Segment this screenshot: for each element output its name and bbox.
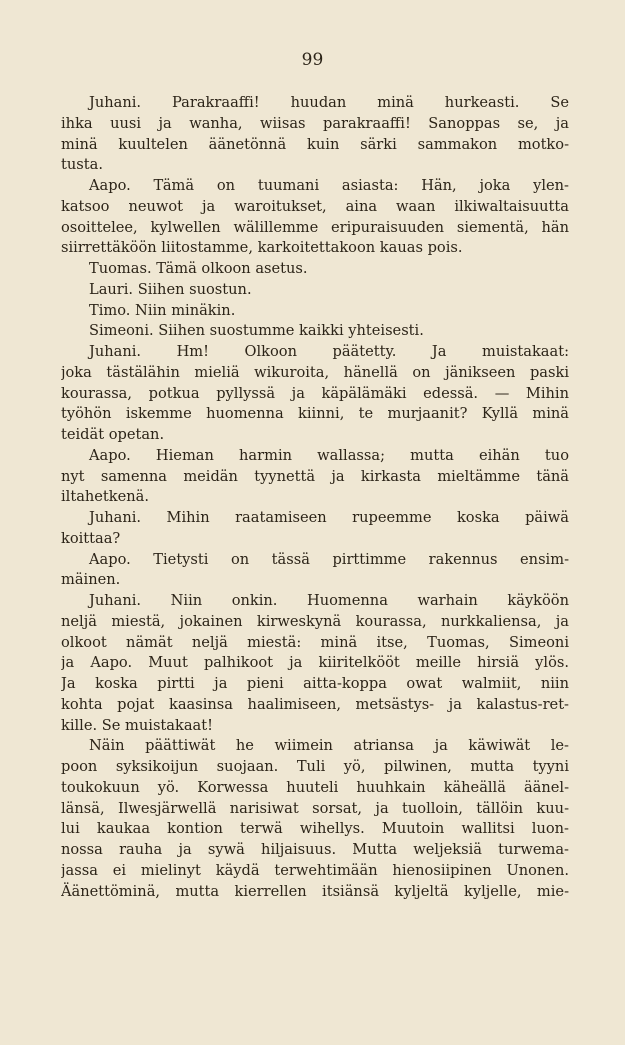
text-line: Aapo. Tämä on tuumani asiasta: Hän, joka ylen- xyxy=(89,177,569,194)
text-line: Timo. Niin minäkin. xyxy=(89,301,236,319)
body-text xyxy=(61,93,569,902)
text-line: kille. Se muistakaat! xyxy=(61,716,213,734)
text-line: Tuomas. Tämä olkoon asetus. xyxy=(89,260,308,277)
text-line: kohta pojat kaasinsa haalimiseen, metsästys- ja kalastus-ret- xyxy=(61,695,569,713)
text-line: katsoo neuwot ja waroitukset, aina waan ilkiwaltaisuutta xyxy=(61,197,569,215)
text-line: kourassa, potkua pyllyssä ja käpälämäki edessä. — Mihin xyxy=(61,384,569,402)
text-line: ja Aapo. Muut palhikoot ja kiiritelkööt meille hirsiä ylös. xyxy=(61,654,569,672)
text-line: nyt samenna meidän tyynettä ja kirkasta mieltämme tänä xyxy=(61,467,569,485)
text-line: työhön iskemme huomenna kiinni, te murjaanit? Kyllä minä xyxy=(61,405,569,423)
text-line: teidät opetan. xyxy=(61,426,165,443)
text-line: iltahetkenä. xyxy=(61,488,150,506)
text-line: toukokuun yö. Korwessa huuteli huuhkain käheällä äänel- xyxy=(61,778,569,796)
text-line: jassa ei mielinyt käydä terwehtimään hienosiipinen Unonen. xyxy=(61,861,569,879)
text-line: länsä, Ilwesjärwellä narisiwat sorsat, ja tuolloin, tällöin kuu- xyxy=(61,799,569,817)
text-line: Simeoni. Siihen suostumme kaikki yhteisesti. xyxy=(89,322,424,340)
text-line: mäinen. xyxy=(61,571,121,589)
text-line: Juhani. Niin onkin. Huomenna warhain käyköön xyxy=(89,592,569,609)
text-line: Äänettöminä, mutta kierrellen itsiänsä kyljeltä kyljelle, mie- xyxy=(61,882,569,900)
text-line: Juhani. Parakraaffi! huudan minä hurkeasti. Se xyxy=(89,94,569,111)
text-line: Aapo. Hieman harmin wallassa; mutta eihän tuo xyxy=(89,446,569,464)
text-line: Juhani. Hm! Olkoon päätetty. Ja muistakaat: xyxy=(89,343,569,360)
text-line: siirrettäköön liitostamme, karkoitettakoon kauas pois. xyxy=(61,239,463,257)
text-line: Näin päättiwät he wiimein atriansa ja käwiwät le- xyxy=(89,737,569,755)
text-line: neljä miestä, jokainen kirweskynä kourassa, nurkkaliensa, ja xyxy=(61,612,569,630)
text-line: joka tästälähin mieliä wikuroita, hänellä on jänikseen paski xyxy=(61,363,569,381)
text-line: olkoot nämät neljä miestä: minä itse, Tuomas, Simeoni xyxy=(61,633,569,651)
text-line: ihka uusi ja wanha, wiisas parakraaffi! Sanoppas se, ja xyxy=(61,114,569,132)
page-number: 99 xyxy=(301,50,324,70)
text-line: tusta. xyxy=(61,156,103,174)
text-line: lui kaukaa kontion terwä wihellys. Muutoin wallitsi luon- xyxy=(61,820,569,838)
text-line: osoittelee, kylwellen wälillemme eripuraisuuden siementä, hän xyxy=(61,218,569,236)
text-line: nossa rauha ja sywä hiljaisuus. Mutta weljeksiä turwema- xyxy=(61,841,569,858)
text-line: Aapo. Tietysti on tässä pirttimme rakennus ensim- xyxy=(89,550,569,568)
text-line: koittaa? xyxy=(61,529,121,547)
text-line: poon syksikoijun suojaan. Tuli yö, pilwinen, mutta tyyni xyxy=(61,758,569,775)
text-line: minä kuultelen äänetönnä kuin särki sammakon motko- xyxy=(61,135,569,153)
text-line: Ja koska pirtti ja pieni aitta-koppa owat walmiit, niin xyxy=(61,675,569,692)
text-line: Juhani. Mihin raatamiseen rupeemme koska päiwä xyxy=(89,509,569,526)
text-line: Lauri. Siihen suostun. xyxy=(89,280,252,298)
